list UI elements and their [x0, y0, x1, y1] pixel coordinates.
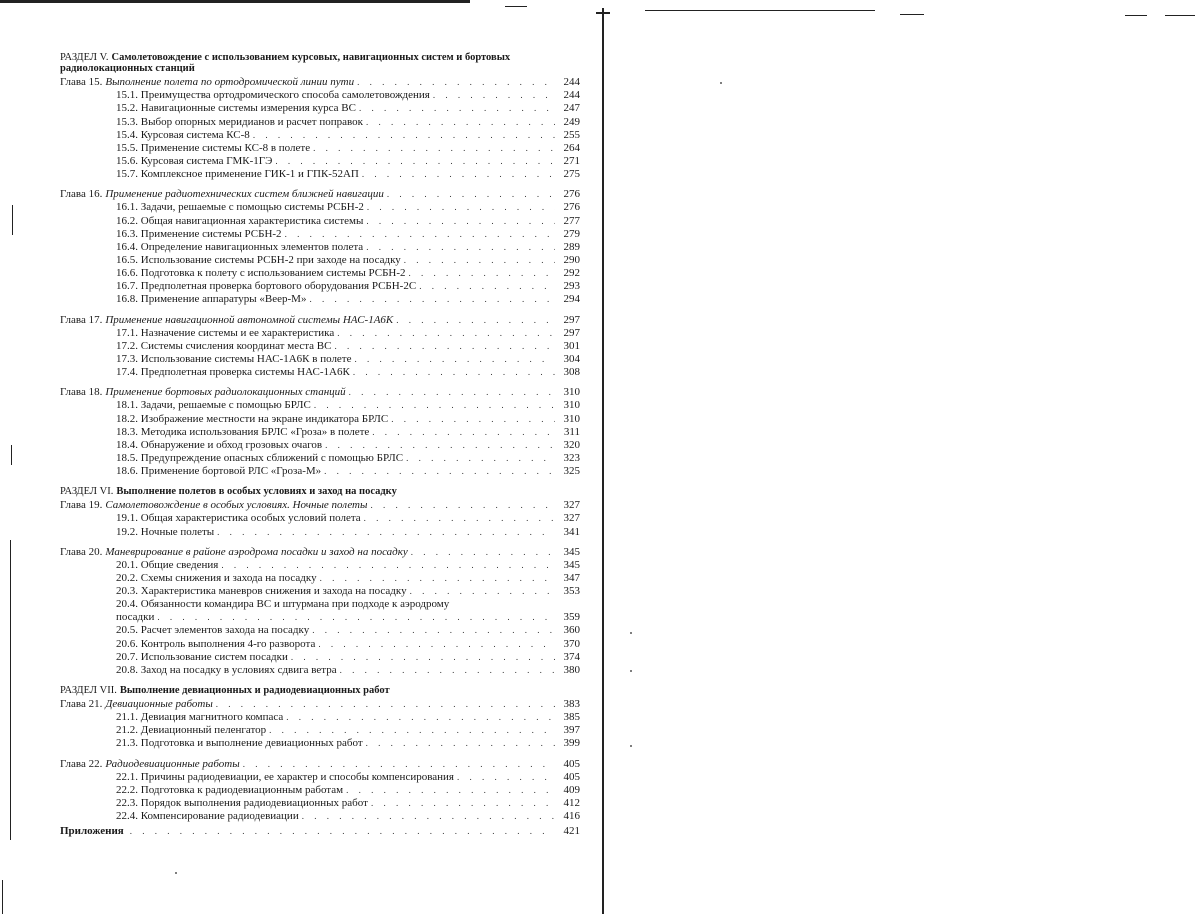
entry-title: 19.2. Ночные полеты — [116, 525, 215, 538]
entry-title: 15.5. Применение системы КС-8 в полете — [116, 141, 311, 154]
dot-leader — [370, 499, 555, 512]
dot-leader — [340, 664, 555, 677]
dot-leader — [371, 797, 555, 810]
dot-leader — [285, 228, 555, 241]
entry-title: 22.3. Порядок выполнения радиодевиационных работ — [116, 797, 368, 810]
page-number: 276 — [563, 201, 580, 214]
toc-chapter-row — [60, 386, 580, 399]
top-border-line — [0, 0, 470, 3]
toc-entry-row — [60, 598, 580, 611]
entry-title: 16.4. Определение навигационных элементов полета — [116, 240, 364, 253]
chapter-title: Выполнение полета по ортодромической линии пути — [105, 76, 355, 89]
toc-entry-row — [60, 637, 580, 650]
entry-title: 16.1. Задачи, решаемые с помощью системы РСБН-2 — [116, 201, 364, 214]
dot-leader — [337, 327, 555, 340]
toc-entry-row — [60, 280, 580, 293]
entry-title: 16.7. Предполетная проверка бортового оборудования РСБН-2С — [116, 280, 417, 293]
entry-title: 18.2. Изображение местности на экране индикатора БРЛС — [116, 412, 389, 425]
page-number: 310 — [563, 412, 580, 425]
dot-leader — [346, 784, 555, 797]
chapter-label: Глава 16. — [60, 188, 103, 201]
page-number: 277 — [563, 214, 580, 227]
dot-leader — [309, 293, 555, 306]
page-number: 405 — [563, 770, 580, 783]
entry-title: 18.3. Методика использования БРЛС «Гроза» в полете — [116, 425, 370, 438]
entry-title: 20.6. Контроль выполнения 4-го разворота — [116, 637, 316, 650]
page-number: 374 — [563, 650, 580, 663]
page-number: 416 — [563, 810, 580, 823]
section-title: Выполнение девиационных и радиодевиационных работ — [119, 684, 390, 696]
chapter-title: Самолетовождение в особых условиях. Ночные полеты — [105, 499, 368, 512]
stray-dot — [720, 82, 722, 84]
page-number: 327 — [563, 499, 580, 512]
entry-title: 16.3. Применение системы РСБН-2 — [116, 227, 282, 240]
stray-dot — [630, 745, 632, 747]
toc-entry-row — [60, 102, 580, 115]
dot-leader — [302, 810, 555, 823]
entry-title: 17.4. Предполетная проверка системы НАС-1А6К — [116, 366, 350, 379]
dot-leader — [357, 76, 555, 89]
page-number: 294 — [563, 293, 580, 306]
dot-leader — [312, 624, 555, 637]
dot-leader — [355, 353, 555, 366]
toc-chapter-row — [60, 757, 580, 770]
entry-title: 21.2. Девиационный пеленгатор — [116, 724, 267, 737]
entry-title: 18.4. Обнаружение и обход грозовых очагов — [116, 438, 323, 451]
dot-leader — [396, 314, 555, 327]
entry-title: 17.1. Назначение системы и ее характеристика — [116, 326, 335, 339]
entry-title: 15.6. Курсовая система ГМК-1ГЭ — [116, 154, 273, 167]
page-number: 271 — [563, 154, 580, 167]
page-number: 310 — [563, 399, 580, 412]
toc-entry-row — [60, 585, 580, 598]
dot-leader — [325, 439, 555, 452]
page-number: 247 — [563, 102, 580, 115]
page-number: 290 — [563, 253, 580, 266]
toc-entry-row — [60, 572, 580, 585]
page-number: 244 — [563, 89, 580, 102]
page-number: 279 — [563, 227, 580, 240]
page-number: 327 — [563, 512, 580, 525]
section-heading — [60, 685, 580, 696]
section-label: РАЗДЕЛ VII. — [60, 684, 117, 696]
dot-leader — [359, 102, 555, 115]
toc-entry-row — [60, 810, 580, 823]
page-number: 397 — [563, 724, 580, 737]
dot-leader — [419, 280, 555, 293]
dot-leader — [406, 452, 555, 465]
page-number: 292 — [563, 267, 580, 280]
toc-entry-row — [60, 525, 580, 538]
page-number: 244 — [563, 76, 580, 89]
entry-title: 17.3. Использование системы НАС-1А6К в полете — [116, 352, 352, 365]
entry-title: 20.4. Обязанности командира ВС и штурмана при подходе к аэродрому — [116, 598, 450, 611]
toc-entry-row — [60, 366, 580, 379]
section-label: РАЗДЕЛ V. — [60, 52, 109, 63]
toc-entry-row — [60, 115, 580, 128]
dot-leader — [318, 638, 555, 651]
toc-entry-row — [60, 89, 580, 102]
page-number: 409 — [563, 783, 580, 796]
toc-entry-row — [60, 353, 580, 366]
toc-entry-row — [60, 327, 580, 340]
entry-title: 20.5. Расчет элементов захода на посадку — [116, 624, 310, 637]
toc-entry-row — [60, 340, 580, 353]
page-number: 293 — [563, 280, 580, 293]
toc-entry-row — [60, 664, 580, 677]
page-number: 311 — [563, 425, 580, 438]
dot-leader — [334, 340, 555, 353]
toc-entry-row — [60, 214, 580, 227]
page-number: 323 — [563, 451, 580, 464]
chapter-label: Глава 18. — [60, 386, 103, 399]
toc-chapter-row — [60, 546, 580, 559]
dot-leader — [366, 737, 555, 750]
page-number: 421 — [563, 825, 580, 838]
dot-leader — [409, 267, 555, 280]
toc-chapter-row — [60, 698, 580, 711]
dot-leader — [366, 215, 555, 228]
toc-entry-row — [60, 784, 580, 797]
page-number: 360 — [563, 624, 580, 637]
top-dash — [505, 6, 527, 7]
dot-leader — [217, 526, 555, 539]
dot-leader — [324, 465, 555, 478]
left-edge-line — [12, 205, 13, 235]
dot-leader — [269, 724, 555, 737]
page-number: 405 — [563, 757, 580, 770]
page-number: 297 — [563, 326, 580, 339]
toc-chapter-row — [60, 76, 580, 89]
toc-chapter-row — [60, 188, 580, 201]
entry-title: 18.5. Предупреждение опасных сближений с помощью БРЛС — [116, 451, 404, 464]
dot-leader — [372, 426, 555, 439]
page-number: 320 — [563, 438, 580, 451]
dot-leader — [433, 89, 555, 102]
toc-entry-row — [60, 168, 580, 181]
page-number: 345 — [563, 558, 580, 571]
entry-title: 22.2. Подготовка к радиодевиационным работам — [116, 783, 344, 796]
chapter-label: Глава 17. — [60, 313, 103, 326]
appendix-label: Приложения — [60, 825, 124, 838]
entry-title: 15.4. Курсовая система КС-8 — [116, 128, 250, 141]
chapter-label: Глава 20. — [60, 545, 103, 558]
chapter-label: Глава 22. — [60, 757, 103, 770]
section-title: Самолетовождение с использованием курсовых, навигационных систем и бортовых радиолокационных станций — [60, 52, 511, 74]
dot-leader — [362, 168, 555, 181]
entry-title: 20.7. Использование систем посадки — [116, 650, 288, 663]
entry-title: 18.6. Применение бортовой РЛС «Гроза-М» — [116, 465, 322, 478]
dot-leader — [364, 512, 555, 525]
entry-title: 17.2. Системы счисления координат места ВС — [116, 339, 332, 352]
right-top-line — [645, 10, 875, 11]
toc-entry-row — [60, 624, 580, 637]
dot-leader — [291, 651, 555, 664]
toc-entry-row — [60, 228, 580, 241]
section-heading — [60, 52, 580, 74]
left-edge-line — [2, 880, 3, 914]
entry-title: 21.1. Девиация магнитного компаса — [116, 711, 284, 724]
page-number: 353 — [563, 585, 580, 598]
page-number: 345 — [563, 545, 580, 558]
toc-entry-row — [60, 129, 580, 142]
page-number: 276 — [563, 188, 580, 201]
dot-leader — [286, 711, 555, 724]
left-edge-line — [10, 540, 11, 840]
entry-title: 20.3. Характеристика маневров снижения и захода на посадку — [116, 585, 407, 598]
toc-entry-row — [60, 724, 580, 737]
entry-title: 18.1. Задачи, решаемые с помощью БРЛС — [116, 399, 311, 412]
toc-entry-row — [60, 651, 580, 664]
toc-entry-row — [60, 439, 580, 452]
dot-leader — [130, 825, 555, 838]
dot-leader — [366, 116, 555, 129]
toc-entry-row — [60, 611, 580, 624]
chapter-label: Глава 21. — [60, 698, 103, 711]
right-top-dash — [900, 14, 924, 15]
toc-entry-row — [60, 142, 580, 155]
entry-title: 21.3. Подготовка и выполнение девиационных работ — [116, 737, 363, 750]
page-number: 399 — [563, 737, 580, 750]
dot-leader — [457, 771, 555, 784]
toc-entry-row — [60, 711, 580, 724]
entry-title: 15.3. Выбор опорных меридианов и расчет поправок — [116, 115, 363, 128]
chapter-title: Маневрирование в районе аэродрома посадки и заход на посадку — [105, 545, 408, 558]
page-number: 249 — [563, 115, 580, 128]
dot-leader — [275, 155, 555, 168]
dot-leader — [367, 201, 555, 214]
page-number: 264 — [563, 141, 580, 154]
dot-leader — [404, 254, 555, 267]
page-number: 304 — [563, 352, 580, 365]
dot-leader — [349, 386, 555, 399]
toc-entry-row — [60, 241, 580, 254]
section-heading — [60, 486, 580, 497]
toc-entry-row — [60, 399, 580, 412]
stray-dot — [175, 872, 177, 874]
chapter-label: Глава 19. — [60, 499, 103, 512]
dot-leader — [221, 559, 555, 572]
entry-title: 22.1. Причины радиодевиации, ее характер и способы компенсирования — [116, 770, 454, 783]
dot-leader — [387, 188, 555, 201]
dot-leader — [320, 572, 555, 585]
entry-title: 16.8. Применение аппаратуры «Веер-М» — [116, 293, 307, 306]
dot-leader — [253, 129, 555, 142]
page-number: 380 — [563, 663, 580, 676]
toc-entry-row — [60, 426, 580, 439]
entry-title: 20.2. Схемы снижения и захода на посадку — [116, 571, 317, 584]
chapter-title: Применение бортовых радиолокационных станций — [105, 386, 346, 399]
chapter-title: Применение навигационной автономной системы НАС-1А6К — [105, 313, 394, 326]
chapter-label: Глава 15. — [60, 76, 103, 89]
entry-title: посадки — [116, 611, 155, 624]
page-number: 310 — [563, 386, 580, 399]
entry-title: 20.1. Общие сведения — [116, 558, 219, 571]
page-number: 301 — [563, 339, 580, 352]
page-number: 412 — [563, 797, 580, 810]
gutter-tick — [596, 12, 610, 14]
dot-leader — [410, 585, 555, 598]
stray-dot — [630, 632, 632, 634]
page-number: 297 — [563, 313, 580, 326]
toc-entry-row — [60, 267, 580, 280]
entry-title: 16.2. Общая навигационная характеристика системы — [116, 214, 364, 227]
page-number: 383 — [563, 698, 580, 711]
right-top-dash — [1165, 15, 1195, 16]
page-number: 275 — [563, 168, 580, 181]
chapter-title: Радиодевиационные работы — [105, 757, 240, 770]
toc-chapter-row — [60, 499, 580, 512]
left-edge-line — [11, 445, 12, 465]
entry-title: 22.4. Компенсирование радиодевиации — [116, 810, 299, 823]
toc-chapter-row — [60, 313, 580, 326]
toc-entry-row — [60, 737, 580, 750]
page-number: 325 — [563, 465, 580, 478]
page-number: 341 — [563, 525, 580, 538]
entry-title: 19.1. Общая характеристика особых условий полета — [116, 512, 361, 525]
dot-leader — [366, 241, 555, 254]
toc-entry-row — [60, 254, 580, 267]
toc-entry-row — [60, 512, 580, 525]
section-label: РАЗДЕЛ VI. — [60, 486, 114, 498]
stray-dot — [630, 670, 632, 672]
entry-title: 16.6. Подготовка к полету с использованием системы РСБН-2 — [116, 267, 406, 280]
entry-title: 20.8. Заход на посадку в условиях сдвига ветра — [116, 663, 337, 676]
dot-leader — [314, 399, 555, 412]
chapter-title: Применение радиотехнических систем ближней навигации — [105, 188, 384, 201]
entry-title: 15.7. Комплексное применение ГИК-1 и ГПК-52АП — [116, 168, 359, 181]
entry-title: 15.2. Навигационные системы измерения курса ВС — [116, 102, 356, 115]
page-number: 255 — [563, 128, 580, 141]
page-number: 289 — [563, 240, 580, 253]
toc-entry-row — [60, 201, 580, 214]
toc-entry-row — [60, 155, 580, 168]
page-number: 308 — [563, 366, 580, 379]
toc-entry-row — [60, 293, 580, 306]
right-top-dash — [1125, 15, 1147, 16]
entry-title: 16.5. Использование системы РСБН-2 при заходе на посадку — [116, 253, 401, 266]
chapter-title: Девиационные работы — [105, 698, 213, 711]
dot-leader — [216, 698, 555, 711]
page-number: 359 — [563, 611, 580, 624]
toc-appendix-row — [60, 825, 580, 838]
page-number: 347 — [563, 571, 580, 584]
dot-leader — [243, 758, 555, 771]
toc-entry-row — [60, 412, 580, 425]
toc-entry-row — [60, 797, 580, 810]
toc-entry-row — [60, 452, 580, 465]
dot-leader — [411, 546, 555, 559]
entry-title: 15.1. Преимущества ортодромического способа самолетовождения — [116, 89, 430, 102]
dot-leader — [353, 366, 555, 379]
toc-entry-row — [60, 771, 580, 784]
dot-leader — [157, 611, 555, 624]
page-number: 385 — [563, 711, 580, 724]
dot-leader — [313, 142, 555, 155]
page-number: 370 — [563, 637, 580, 650]
gutter-line — [602, 8, 604, 914]
toc-entry-row — [60, 465, 580, 478]
section-title: Выполнение полетов в особых условиях и заход на посадку — [116, 486, 397, 498]
toc-entry-row — [60, 559, 580, 572]
dot-leader — [391, 413, 555, 426]
table-of-contents — [60, 44, 580, 838]
